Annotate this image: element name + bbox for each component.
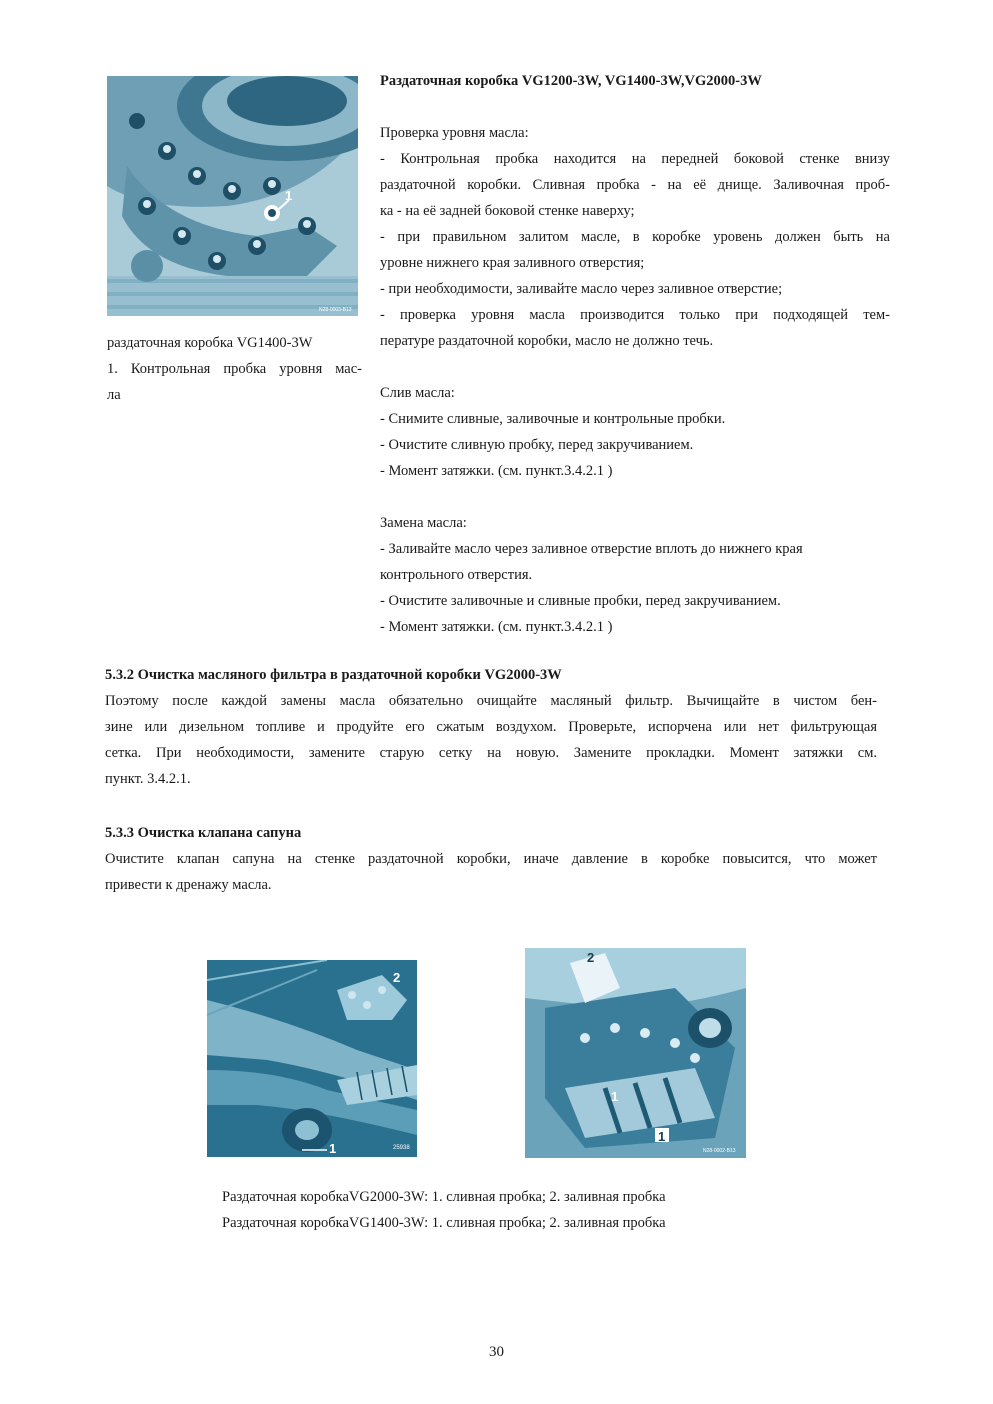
- section-5-3-2-line: Поэтому после каждой замены масла обязательно очищайте масляный фильтр. Вычищайте в чистом бен-: [105, 693, 877, 709]
- section-5-3-2-line: зине или дизельном топливе и продуйте его сжатым воздухом. Проверьте, испорчена или нет фильтрующая: [105, 719, 877, 735]
- figure1-caption: [107, 330, 362, 408]
- section-5-3-2-line: пункт. 3.4.2.1.: [105, 771, 191, 787]
- figure1-code: N28-0003-B13: [319, 307, 352, 313]
- figure3-label-2: 2: [587, 950, 595, 965]
- change-line: контрольного отверстия.: [380, 567, 533, 583]
- oil-level-section: [380, 68, 890, 640]
- bottom-captions: [222, 1184, 782, 1236]
- check-line: пературе раздаточной коробки, масло не должно течь.: [380, 333, 714, 349]
- bottom-caption: Раздаточная коробкаVG2000-3W: 1. сливная пробка; 2. заливная пробка: [222, 1189, 666, 1205]
- gearbox-photo-vg1400-bottom: [525, 948, 746, 1158]
- figure2-code: 25938: [393, 1145, 410, 1151]
- figure1-caption-line: раздаточная коробка VG1400-3W: [107, 335, 313, 351]
- drain-line: - Снимите сливные, заливочные и контрольные пробки.: [380, 411, 726, 427]
- check-line: - при необходимости, заливайте масло через заливное отверстие;: [380, 281, 783, 297]
- check-line: уровне нижнего края заливного отверстия;: [380, 255, 645, 271]
- gearbox-photo-vg1400: [107, 76, 358, 316]
- gearbox-photo-vg1400-bottom-drawing: [525, 948, 746, 1158]
- gearbox-photo-vg2000: [207, 960, 417, 1157]
- figure1-caption-line: ла: [107, 387, 121, 403]
- drain-title: Слив масла:: [380, 385, 455, 401]
- page-number: 30: [489, 1344, 504, 1360]
- figure2-label-1: 1: [329, 1141, 337, 1156]
- figure2-label-2: 2: [393, 970, 401, 985]
- change-line: - Очистите заливочные и сливные пробки, перед закручиванием.: [380, 593, 781, 609]
- section-5-3-2-line: сетка. При необходимости, замените старую сетку на новую. Замените прокладки. Момент затяжки см.: [105, 745, 877, 761]
- drain-line: - Очистите сливную пробку, перед закручиванием.: [380, 437, 694, 453]
- bottom-caption: Раздаточная коробкаVG1400-3W: 1. сливная пробка; 2. заливная пробка: [222, 1215, 666, 1231]
- figure1-label-1: 1: [285, 188, 293, 203]
- check-line: - при правильном залитом масле, в коробке уровень должен быть на: [380, 229, 890, 245]
- change-line: - Заливайте масло через заливное отверстие вплоть до нижнего края: [380, 541, 803, 557]
- check-line: ка - на её задней боковой стенке наверху;: [380, 203, 635, 219]
- figure3-label-1-bottom: 1: [658, 1129, 666, 1144]
- figure3-code: N28-0002-B13: [703, 1148, 736, 1154]
- gearbox-photo-vg2000-drawing: [207, 960, 417, 1157]
- section-5-3-3-line: привести к дренажу масла.: [105, 877, 272, 893]
- section-5-3-2-heading: 5.3.2 Очистка масляного фильтра в раздаточной коробки VG2000-3W: [105, 667, 562, 683]
- section-5-3-2: [105, 662, 877, 792]
- gearbox-photo-drawing: [107, 76, 358, 316]
- drain-line: - Момент затяжки. (см. пункт.3.4.2.1 ): [380, 463, 613, 479]
- change-title: Замена масла:: [380, 515, 467, 531]
- check-title: Проверка уровня масла:: [380, 125, 529, 141]
- section-5-3-3: [105, 820, 877, 898]
- check-line: - проверка уровня масла производится только при подходящей тем-: [380, 307, 890, 323]
- figure3-label-1-mid: 1: [611, 1089, 619, 1104]
- section-5-3-3-line: Очистите клапан сапуна на стенке раздаточной коробки, иначе давление в коробке повысится, что может: [105, 851, 877, 867]
- gearbox-heading: Раздаточная коробка VG1200-3W, VG1400-3W,VG2000-3W: [380, 73, 762, 89]
- change-line: - Момент затяжки. (см. пункт.3.4.2.1 ): [380, 619, 613, 635]
- section-5-3-3-heading: 5.3.3 Очистка клапана сапуна: [105, 825, 302, 841]
- check-line: раздаточной коробки. Сливная пробка - на её днище. Заливочная проб-: [380, 177, 890, 193]
- figure1-caption-line: 1. Контрольная пробка уровня мас-: [107, 361, 362, 377]
- check-line: - Контрольная пробка находится на передней боковой стенке внизу: [380, 151, 890, 167]
